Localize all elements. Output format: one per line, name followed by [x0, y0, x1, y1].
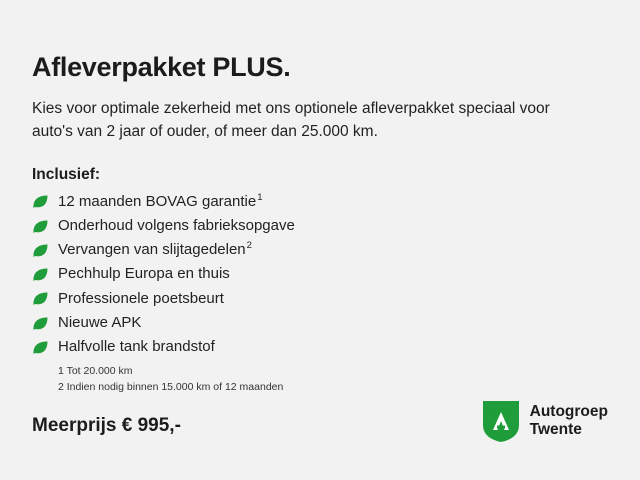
brand-name	[530, 403, 608, 440]
leaf-icon	[32, 218, 49, 235]
list-item	[32, 338, 616, 357]
list-item	[32, 290, 616, 309]
leaf-icon	[32, 339, 49, 356]
list-item	[32, 241, 616, 260]
list-item	[32, 314, 616, 333]
feature-label: Halfvolle tank brandstof	[58, 338, 215, 356]
leaf-icon	[32, 266, 49, 283]
brand-name-line2: Twente	[529, 421, 582, 438]
footnote-1: 1 Tot 20.000 km	[58, 364, 133, 377]
features-list	[32, 193, 616, 357]
leaf-icon	[32, 242, 49, 259]
leaf-icon	[32, 193, 49, 210]
feature-label: Pechhulp Europa en thuis	[58, 265, 230, 283]
feature-label: Professionele poetsbeurt	[58, 289, 224, 307]
brand-logo	[481, 398, 608, 444]
list-item	[32, 193, 616, 212]
content-block	[32, 52, 616, 437]
feature-label: 12 maanden BOVAG garantie$^1$	[58, 191, 263, 210]
list-item	[32, 217, 616, 236]
inclusief-heading: Inclusief:	[32, 165, 101, 183]
feature-label: Vervangen van slijtagedelen$^2$	[58, 240, 252, 259]
page-title: Afleverpakket PLUS.	[32, 52, 291, 82]
feature-label: Onderhoud volgens fabrieksopgave	[58, 216, 295, 234]
intro-paragraph: Kies voor optimale zekerheid met ons optionele afleverpakket speciaal voor auto's van 2 jaar of ouder, of meer dan 25.000 km.	[32, 100, 550, 141]
shield-icon	[481, 398, 521, 444]
list-item	[32, 265, 616, 284]
feature-footnote-marker: 1	[257, 191, 263, 203]
feature-footnote-marker: 2	[246, 240, 252, 252]
footnote-2: 2 Indien nodig binnen 15.000 km of 12 maanden	[58, 380, 284, 393]
brand-name-line1: Autogroep	[529, 402, 608, 420]
leaf-icon	[32, 290, 49, 307]
footnotes	[58, 364, 616, 396]
leaf-icon	[32, 315, 49, 332]
price-label: Meerprijs € 995,-	[32, 415, 181, 437]
feature-label: Nieuwe APK	[58, 313, 142, 331]
